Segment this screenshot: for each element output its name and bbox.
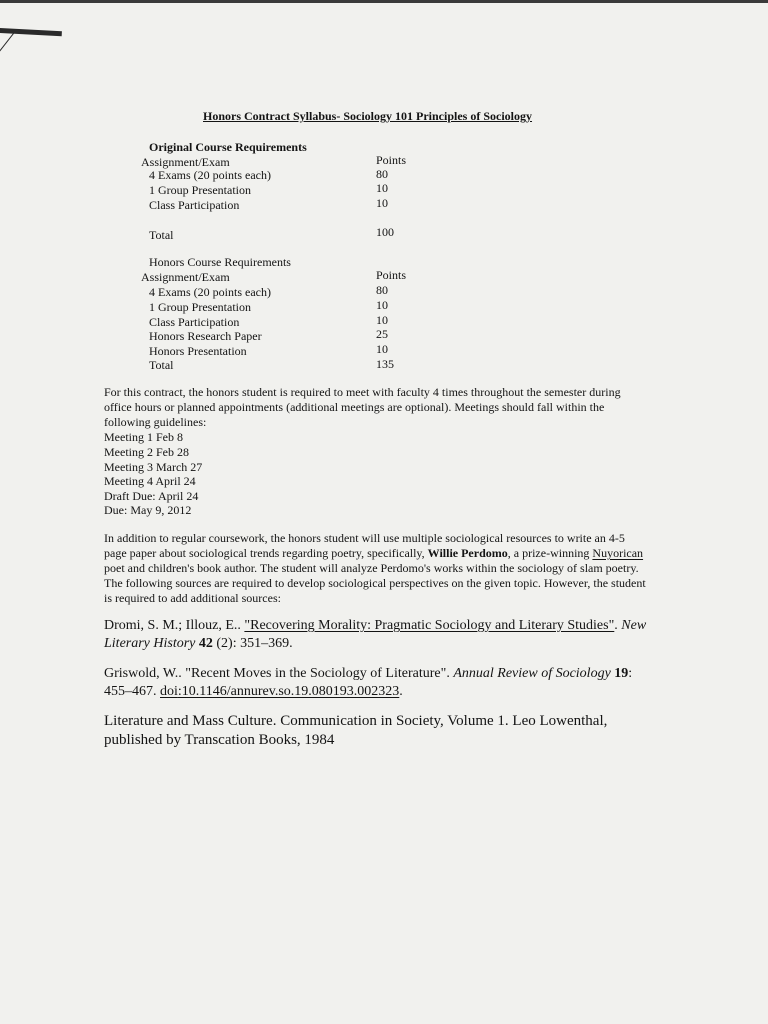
honors-row-points: 10 [376,313,388,327]
reference-griswold [104,665,649,701]
honors-row-item: Class Participation [149,315,240,329]
original-row-points: 10 [376,196,388,210]
reference-authors: Griswold, W.. "Recent Moves in the Sociology of Literature". [104,666,454,681]
meeting-item: Meeting 2 Feb 28 [104,445,189,459]
honors-row-item: Total [149,358,174,372]
reference-title-link[interactable]: "Recovering Morality: Pragmatic Sociology and Literary Studies" [244,618,615,633]
reference-end: . [399,684,403,699]
scan-top-edge [0,0,768,3]
meeting-item: Draft Due: April 24 [104,489,199,503]
doi-label-link[interactable]: doi [160,684,178,699]
honors-row-points: 10 [376,342,388,356]
honors-col-points: Points [376,268,407,282]
honors-row-item: Honors Research Paper [149,329,262,343]
poet-name: Willie Perdomo [427,546,508,560]
paper-text: poet and children's book author. The student will analyze Perdomo's works within the sociology of slam poetry. The following sources are required to develop sociological perspectives on the given topic. However, the student is required to add additional sources: [104,561,646,605]
honors-row-item: Honors Presentation [149,344,247,358]
original-total-label: Total [149,228,174,242]
reference-volume: 19 [610,666,629,681]
honors-row-item: 4 Exams (20 points each) [149,285,271,299]
meeting-item: Meeting 4 April 24 [104,474,196,488]
reference-pages: (2): 351–369. [212,636,293,651]
original-row-item: Class Participation [149,198,240,212]
reference-volume: 42 [195,636,213,651]
reference-journal: New Literary History [104,618,647,651]
honors-row-points: 10 [376,298,388,312]
honors-row-points: 80 [376,283,388,297]
document-title: Honors Contract Syllabus- Sociology 101 Principles of Sociology [203,109,533,123]
original-col-assignment: Assignment/Exam [141,155,230,169]
paper-text: , a prize-winning [507,546,593,560]
meeting-item: Meeting 1 Feb 8 [104,430,183,444]
original-row-item: 4 Exams (20 points each) [149,168,271,182]
meeting-item: Due: May 9, 2012 [104,503,192,517]
original-row-points: 80 [376,167,388,181]
scan-fold-diagonal [0,32,15,92]
honors-row-points: 135 [376,357,394,371]
honors-row-points: 25 [376,327,388,341]
reference-journal: Annual Review of Sociology [453,666,611,681]
nuyorican-link[interactable]: Nuyorican [592,546,644,560]
paper-paragraph [104,531,649,606]
meeting-item: Meeting 3 March 27 [104,460,203,474]
original-total-value: 100 [376,225,394,239]
doi-link[interactable]: :10.1146/annurev.so.19.080193.002323 [177,684,400,699]
reference-dromi [104,617,649,653]
honors-heading: Honors Course Requirements [149,255,291,269]
honors-col-assignment: Assignment/Exam [141,270,230,284]
meetings-paragraph: For this contract, the honors student is required to meet with faculty 4 times throughout the semester during office hours or planned appointments (additional meetings are optional). Meetings should fall within the following guidelines: [104,385,621,429]
reference-pages: : 455–467. [104,666,633,699]
honors-row-item: 1 Group Presentation [149,300,251,314]
original-row-points: 10 [376,181,388,195]
scan-corner-fold [0,28,62,36]
reference-authors: Dromi, S. M.; Illouz, E.. [104,618,245,633]
original-row-item: 1 Group Presentation [149,183,251,197]
paper-text: In addition to regular coursework, the honors student will use multiple sociological resources to write an 4-5 page paper about sociological trends regarding poetry, specifically, [104,531,625,560]
reference-lowenthal: Literature and Mass Culture. Communication in Society, Volume 1. Leo Lowenthal, published by Transcation Books, 1984 [104,713,608,748]
original-heading: Original Course Requirements [149,140,307,154]
original-col-points: Points [376,153,407,167]
reference-sep: . [614,618,622,633]
